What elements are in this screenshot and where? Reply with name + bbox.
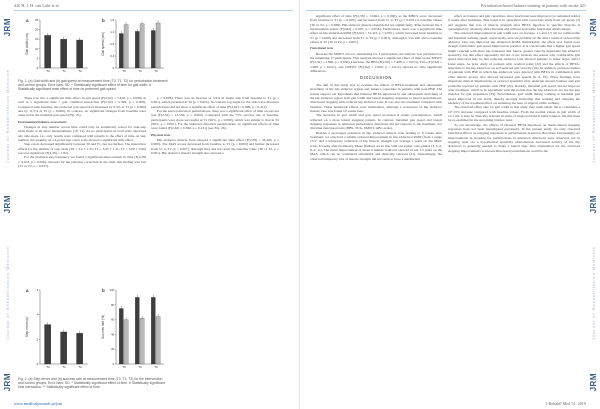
sidebar-journal-name: Journal of Rehabilitation Medicine [590,68,596,163]
x-tick-label: T0 [46,365,50,369]
left-column-1 [18,96,146,281]
x-tick-label: T2 [78,365,82,369]
page-footer-issue: J Rehabil Med 51, 2019 [545,401,586,406]
paragraph: The observed effect size for gait width in this study may seem small, but it constitutes a 10−15% increase compared with baseline values. From the normal values in gait width of 14.1 cm, it may be clinically relevant in terms of improved lateral plane balance, but this must be re-examined in the upcoming balance tests. [448,105,580,123]
subsection-heading: Functional tests [310,46,334,51]
panel-label: a [26,18,29,23]
sidebar-journal-name: Journal of Rehabilitation Medicine [4,68,10,163]
x-tick-label: T0 [46,69,50,73]
bar [140,318,144,364]
y-tick-label: 6 [36,288,39,292]
sidebar-abbrev: JRM [588,18,598,37]
bar [124,320,128,364]
right-column-1 [310,14,442,392]
y-axis-label: Gait speed (m/s) [101,32,105,56]
y-tick-label: 40 [111,332,115,337]
paragraph: For the known direction perturbations, there was a significant effect of time on success rate (F(2,32) = 12.559, p = 0.000). Compared with the 75% success rate at baseline, participants were more successful at T1 (90%, p = 0.000), which was similar to that at T2 (90%, p = 0.001). For the unknown direction perturbations, no significant effects of time were found (F(2,62) = 0.366, p = 0.131) (see Fig. 2b). [151,109,279,131]
paragraph: p = 0.008). There was an increase of 5.9% in single step from baseline to T1 (p = 0.001), which persisted at T2 (p = 0.005). In contrast, leg angle for the side-wave direction perturbations did not show a significant effect of time (F(2,62) = 0.899, p = 0.412). [151,96,279,109]
panel-label: b [102,288,105,293]
page-header: 420 H. J. H. van Löhf et al. [14,3,60,8]
figure-2-caption: Fig. 2. (a) Step errors and (b) success rate at measurement time (T0, T1, T2) for the intervention and control groups. Error bars: SD. * Statistically significant effect of time. # Statistically significant time interaction. ** Statistically significant effect of time. [18,377,165,390]
right-page [300,0,600,409]
y-tick-label: 0.8 [110,42,115,46]
paragraph: Besides a prolonged reduction in hip adductor muscle tone leading to 6 weeks after treatment, we observed a similar reduced improvement in hip adduction ROM (from a range 15.5° and a temporary reduction of hip muscle strength (on average 1 point on the MRC scale, 6 weeks after treatment). These findings are in line with our earlier case studies (3, 5, 6, 8, 9, 11). The mean improvement of mean 6 minute walk test showed in our 1.5 point on the MAS, which can be considered substantial and clinically relevant (21). Interestingly, the observed temporary loss of muscle strength did not seem to have a detrimental [310,130,442,161]
figure-2 [18,284,168,374]
paragraph: Because the 6MWT was too demanding for 3 participants, the analysis was performed on the remaining 17 participants. This analysis showed a significant effect of time on the 6MWT (F(2,32) = 2.896, p = 0.030). Likewise, the BBS (F(2,60) = 7.488, p = 0.013), TUG (F(2,62) = 2.960, p = 0.021), and 10MWT (F(2,62) = 2.068, p = 0.012) showed no time significant differences. [310,51,442,74]
y-tick-label: 20 [35,27,39,32]
paragraph: For the maximal step frequency we found a significant improvement in time (F(2,28) = 4.103, p = 0.026), whereas for the pairwise correction in the trials this finding was lost (T1 vs T2, p = 0.057). [18,155,146,169]
bar [151,297,155,364]
bar [151,31,155,69]
figure-1-chart [18,14,168,76]
y-tick-label: 80 [111,302,115,307]
section-heading: DISCUSSION [359,75,393,81]
paragraph: The aim of this study was to evaluate the effects of BETA-treatment and subsequent stretching of the hip abductor region and balance capacities in patients with post-HSP. The results support our hypothesis that bilateral BETA injections in and subsequent stretching of the hip abductor region both gait width and lateral stepping responses to lateral perturbations, directional stepping with reduced hip abductor tone. It was also the treatment compared with baseline. These beneficial effects were maintained, although a recurrence of hip abductor muscle tone was found 10 weeks later. [310,82,442,113]
x-tick-label: T2 [154,365,158,369]
y-tick-label: 100 [109,288,115,292]
left-column-2 [151,96,279,281]
page-footer-url[interactable]: www.medicaljournals.se/jrm [14,401,63,406]
bar [124,25,128,69]
sidebar-journal-name: Journal of Rehabilitation Medicine [590,246,596,341]
y-tick-label: 0 [112,362,115,366]
x-tick-label: T1 [62,365,66,369]
y-tick-label: 1.6 [110,18,115,22]
y-tick-label: 10 [35,46,39,51]
journal-sidebar [589,18,597,391]
y-tick-label: 0 [36,362,39,366]
y-tick-label: 4 [36,312,39,317]
paragraph: The observed improvement in gait width was, on average, 1.1 and 1.5 cm for comfortable and maximal walking speed, respectively, and can probably be the direct result of reduced hip adductor tone and improved hip abduction ROM. Remarkably, the effect was found even though comfortable gait speed improved in parallel. It is conceivable that a higher gait speed might coincide with more hip extension and, hence, greater velocity-dependent hip adductor spasticity, but this effect apparently did not occur. Instead, the reason why comfortable gait speed improved may be that reducing adductor tone allowed patients to make larger and/or faster steps. As prior study of patients with cerebral palsy (22) and the effects of BETA-injections to the hip adductors on self-selected gait velocity (22). In addition, previous studies of patients with HSP in which hip adductors were injected with BETA in combination with other muscle groups also showed increased gait speeds (6, 9, 10). These findings have important clinical implications as reduced spasticity may underpin known balance and gait problems reported by patients with HSP (24). Notably, maximal gait speed did not improve after treatment, which is in agreement with the notion that the hip adductors are not the key muscles for gait propulsion (25). Nevertheless, gait width during walking at maximal gait speed improved in our study, thereby strongly indicating that walking and reducing the tendency of the treatment effect on widening the base of support while walking. [448,31,580,105]
bar [156,317,160,364]
sidebar-abbrev: JRM [588,372,598,391]
subsection-heading: Instrumented balance assessment [18,119,67,124]
panel-label: b [102,18,105,23]
header-rule [306,10,586,11]
paragraph: To our knowledge, the effects of bilateral BETA-injections on medio-lateral stepping responses have not been investigated previously. In the present study, we only observed beneficial effects on stepping responses to perturbations in known directions. Interestingly, no improvements in stepping for perturbations in unknown directions were observed, nor in stepping tests. As a hypothetical spasticity phenomenon, increased activity of the hip abductors is generally needed to make a lateral step. One explanation for the observed stepping improvements to known directional perturbations could be the [448,122,580,153]
y-tick-label: 5 [36,56,39,61]
y-tick-label: 60 [111,317,115,322]
y-tick-label: 20 [111,347,115,352]
bar [119,309,123,365]
sidebar-journal-name: Journal of Rehabilitation Medicine [4,246,10,341]
figure-2-chart [18,284,168,374]
x-tick-label: T1 [138,69,142,73]
bar [135,31,139,68]
panel-label: a [26,288,29,293]
figure-1-caption: Fig. 1. (a) Gait width and (b) gait speed at measurement time (T0, T1, T2) for perturbation treatment and control groups. Error bars: SD. * Statistically significant effect of time for gait width. # Statistically significant main effect of time on preferred gait speed. [18,79,168,92]
bar [156,23,160,68]
paragraph: significant effect of time (F(2,58) = 13.604, p = 0.000), as the MBCS score decreased from baseline to T1 (p = 0.005), and increased from T1 to T2 (p < 0.001) to baseline values (T0 vs T2, p = 0.669). Hip abductor muscle strength did not significantly differ between the 3 measurement points (F(2,62) = 0.997, p = 0.056). Furthermore, there was a significant time effect on hip abduction ROM (F(2,62) = 31.415, p < 0.001), which increased from baseline to T1 (p < 0.000) and decreased from T1 to T2 (p < 0.001), although it was still above baseline values at T2 (T0 vs T2, p = 0.001). [310,14,442,45]
journal-sidebar [3,18,11,391]
right-column-2 [448,14,580,392]
subsection-heading: Physical tests [151,132,171,137]
paragraph: There was also a significant time effect in gait speed (F(2,62) = 5.458, p = 0.008) as well as a significant time × gait condition interaction (F(2,62) = 5.399, p = 0.008). Compared with baseline, the preferred gait speed had increased by 8.3% at T1 (p = 0.000) and by 11.5% at T2 (p = 0.000). In contrast, no significant changes from baseline were observed in the maximal gait speed (Fig. 2b). [18,96,146,118]
y-tick-label: 0 [36,66,39,70]
header-running-title: Perturbation-based balance training in patients with stroke 421 [480,3,586,8]
y-tick-label: 0 [112,66,115,70]
y-tick-label: 15 [35,37,39,42]
y-tick-label: 0.4 [110,54,115,58]
sidebar-abbrev: JRM [2,18,12,37]
bar [77,40,83,68]
x-tick-label: T1 [62,69,66,73]
bar [135,297,139,364]
x-tick-label: T2 [78,69,82,73]
paragraph: Step errors decreased significantly between T0 and T1, but not further. The interaction effects for the number of step trials (T0 = 3.2 ± 1.35; T1 = 3.05 ± 1.11; T2 = 3.00 ± 0.96) was not significant (F(2,36) = 1.82). [18,142,146,156]
bar [119,34,123,69]
y-tick-label: 25 [35,18,39,22]
bar [77,333,83,364]
sidebar-abbrev: JRM [2,372,12,391]
y-axis-label: Gait width (cm) [25,33,29,55]
bar [140,24,144,68]
paragraph: The decrease in gait width and gait speed increased 6 weeks post-injection, which reflected on a more lateral stepping pattern. In contrast, maximal gait speed and lateral stepping responses in unknown perturbation directions did not respond to the treatment, nor did other functional tests (BBS, TUG, 6MWT, ABC-scale). [310,113,442,131]
x-tick-label: T2 [154,69,158,73]
bar [61,332,67,364]
sidebar-abbrev: JRM [588,195,598,214]
x-tick-label: T0 [122,69,126,73]
figure-1 [18,14,168,76]
header-rule [14,10,293,11]
bar [45,325,51,364]
paragraph: effect on balance and gait capacities, since functional tests improved (or remained stable) 6 weeks after treatment. This result is in agreement with a previous study from our group (3) and suggests that loss of muscle strength after BETA injection to specific muscles is outweighed by relatively short duration and without noticeable functional disadvantage. [448,14,580,32]
y-tick-label: 1.2 [110,30,115,34]
bar [61,39,67,68]
x-tick-label: T1 [138,365,142,369]
bar [45,35,51,68]
sidebar-abbrev: JRM [2,195,12,214]
paragraph: Hip abductor muscle force showed a significant time effect (F(2,58) = 33.490, p = 0.000). The MAS scores decreased from baseline to T1 (p = 0.000) and further increased from T1 to T2 (p = 0.007), although they did not reach the baseline value (T0 vs T2, p = 0.001). Hip abductor muscle strength also showed a [151,138,279,156]
y-axis-label: Success rate (%) [101,314,105,340]
y-axis-label: Step errors (n) [25,316,29,338]
y-tick-label: 2 [36,337,39,342]
paragraph: Changes in step number across time could only be statistically tested for side-step trials made at all three measurements (10−15). As no participants in both arms disclosed any side-steps, i.e., only results were compared with regards to the effect of time on step number, the quantity on a 4-point step count scale showed a significant time effect. [18,125,146,143]
x-tick-label: T0 [122,365,126,369]
